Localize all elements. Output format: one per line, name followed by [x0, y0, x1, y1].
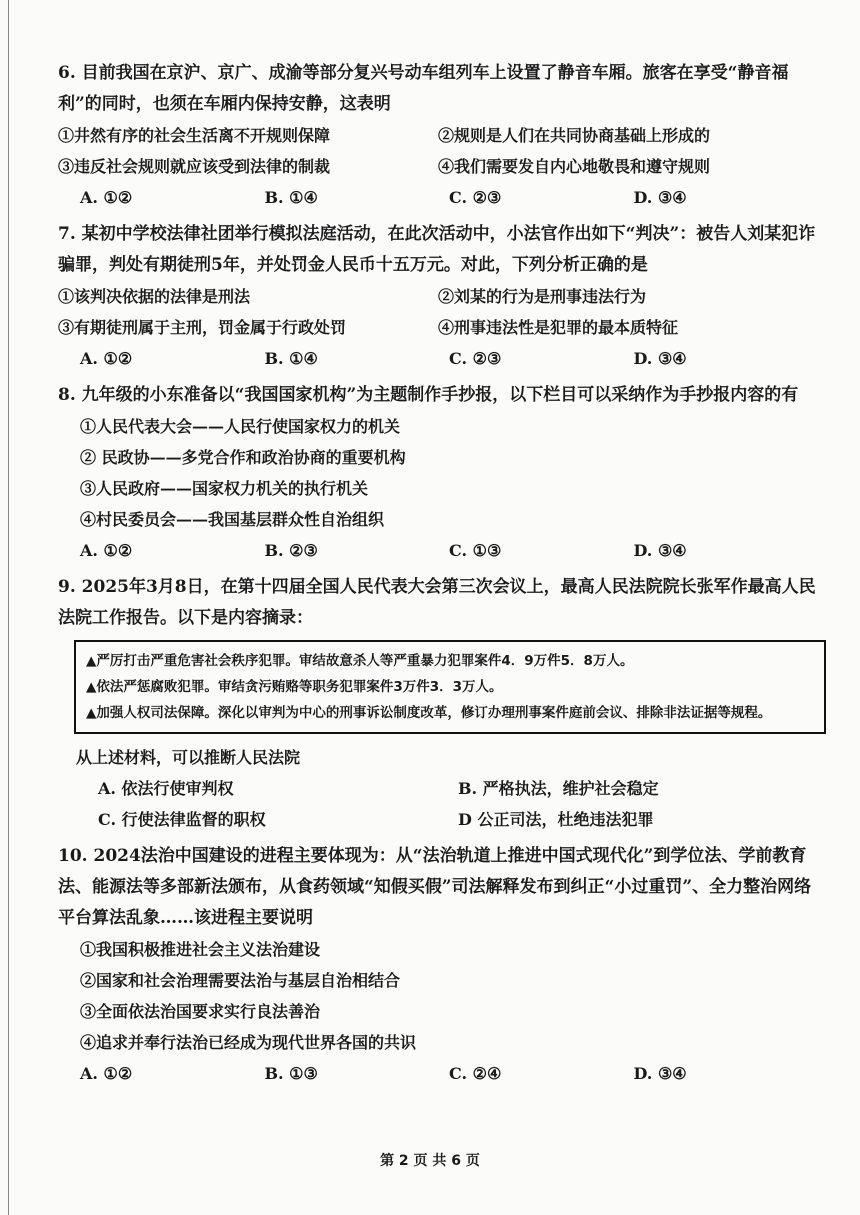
question-8 — [58, 380, 818, 566]
choice-a: A. ①② — [80, 188, 133, 207]
statement-2: ②刘某的行为是刑事违法行为 — [438, 287, 647, 306]
choice-c: C. ①③ — [449, 541, 502, 560]
statement-row — [58, 312, 818, 343]
statement-3: ③人民政府——国家权力机关的执行机关 — [80, 479, 369, 498]
statement-row — [58, 120, 818, 151]
choice-b: B. ②③ — [264, 541, 318, 560]
statement-1: ①人民代表大会——人民行使国家权力的机关 — [80, 417, 401, 436]
answer-choices — [58, 1058, 818, 1089]
statement-3: ③全面依法治国要求实行良法善治 — [80, 1002, 321, 1021]
answer-choices — [58, 535, 818, 566]
choice-b: B. 严格执法，维护社会稳定 — [458, 779, 659, 798]
choice-a: A. ①② — [80, 541, 133, 560]
question-6 — [58, 58, 818, 213]
statement-4: ④刑事违法性是犯罪的最本质特征 — [438, 318, 679, 337]
choice-d: D 公正司法，杜绝违法犯罪 — [458, 810, 654, 829]
question-stem: 8. 九年级的小东准备以“我国国家机构”为主题制作手抄报，以下栏目可以采纳作为手抄报内容的有 — [58, 385, 799, 405]
choice-c: C. ②③ — [449, 349, 502, 368]
choice-d: D. ③④ — [633, 188, 687, 207]
page-content — [58, 58, 818, 1095]
statement-2: ②规则是人们在共同协商基础上形成的 — [438, 126, 711, 145]
statement-row — [58, 281, 818, 312]
answer-choices — [58, 343, 818, 374]
choice-b: B. ①③ — [264, 1064, 318, 1083]
question-lead: 从上述材料，可以推断人民法院 — [76, 748, 301, 767]
question-7 — [58, 219, 818, 374]
answer-choices — [58, 773, 818, 835]
statement-1: ①井然有序的社会生活离不开规则保障 — [58, 126, 331, 145]
statement-3: ③有期徒刑属于主刑，罚金属于行政处罚 — [58, 318, 347, 337]
choice-c: C. ②④ — [449, 1064, 502, 1083]
statement-row — [58, 151, 818, 182]
statement-4: ④追求并奉行法治已经成为现代世界各国的共识 — [80, 1033, 417, 1052]
choice-b: B. ①④ — [264, 349, 318, 368]
question-10 — [58, 841, 818, 1089]
choice-a: A. 依法行使审判权 — [98, 779, 234, 798]
choice-d: D. ③④ — [633, 349, 687, 368]
statement-4: ④村民委员会——我国基层群众性自治组织 — [80, 510, 385, 529]
statement-3: ③违反社会规则就应该受到法律的制裁 — [58, 157, 331, 176]
statement-4: ④我们需要发自内心地敬畏和遵守规则 — [438, 157, 711, 176]
material-item-1: ▲严厉打击严重危害社会秩序犯罪。审结故意杀人等严重暴力犯罪案件4．9万件5．8万人。 — [86, 653, 634, 669]
material-item-3: ▲加强人权司法保障。深化以审判为中心的刑事诉讼制度改革，修订办理刑事案件庭前会议、排除非法证据等规程。 — [86, 705, 772, 721]
material-box — [74, 640, 826, 734]
page-number: 第 2 页 共 6 页 — [380, 1153, 480, 1169]
question-stem: 9. 2025年3月8日，在第十四届全国人民代表大会第三次会议上，最高人民法院院长张军作最高人民法院工作报告。以下是内容摘录： — [58, 577, 816, 628]
statement-2: ② 民政协——多党合作和政治协商的重要机构 — [80, 448, 406, 467]
statement-2: ②国家和社会治理需要法治与基层自治相结合 — [80, 971, 401, 990]
question-stem: 7. 某初中学校法律社团举行模拟法庭活动，在此次活动中，小法官作出如下“判决”：被告人刘某犯诈骗罪，判处有期徒刑5年，并处罚金人民币十五万元。对此，下列分析正确的是 — [58, 224, 816, 275]
choice-c: C. 行使法律监督的职权 — [98, 810, 266, 829]
answer-choices — [58, 182, 818, 213]
material-item-2: ▲依法严惩腐败犯罪。审结贪污贿赂等职务犯罪案件3万件3．3万人。 — [86, 679, 503, 695]
statement-1: ①该判决依据的法律是刑法 — [58, 287, 251, 306]
question-stem: 10. 2024法治中国建设的进程主要体现为：从“法治轨道上推进中国式现代化”到学位法、学前教育法、能源法等多部新法颁布，从食药领域“知假买假”司法解释发布到纠正“小过重罚”、全力整治网络平台算法乱象……该进程主要说明 — [58, 846, 812, 928]
choice-c: C. ②③ — [449, 188, 502, 207]
choice-d: D. ③④ — [633, 1064, 687, 1083]
question-stem: 6. 目前我国在京沪、京广、成渝等部分复兴号动车组列车上设置了静音车厢。旅客在享受“静音福利”的同时，也须在车厢内保持安静，这表明 — [58, 63, 789, 114]
choice-a: A. ①② — [80, 349, 133, 368]
choice-b: B. ①④ — [264, 188, 318, 207]
statement-1: ①我国积极推进社会主义法治建设 — [80, 940, 321, 959]
choice-d: D. ③④ — [633, 541, 687, 560]
choice-a: A. ①② — [80, 1064, 133, 1083]
question-9 — [58, 572, 818, 835]
